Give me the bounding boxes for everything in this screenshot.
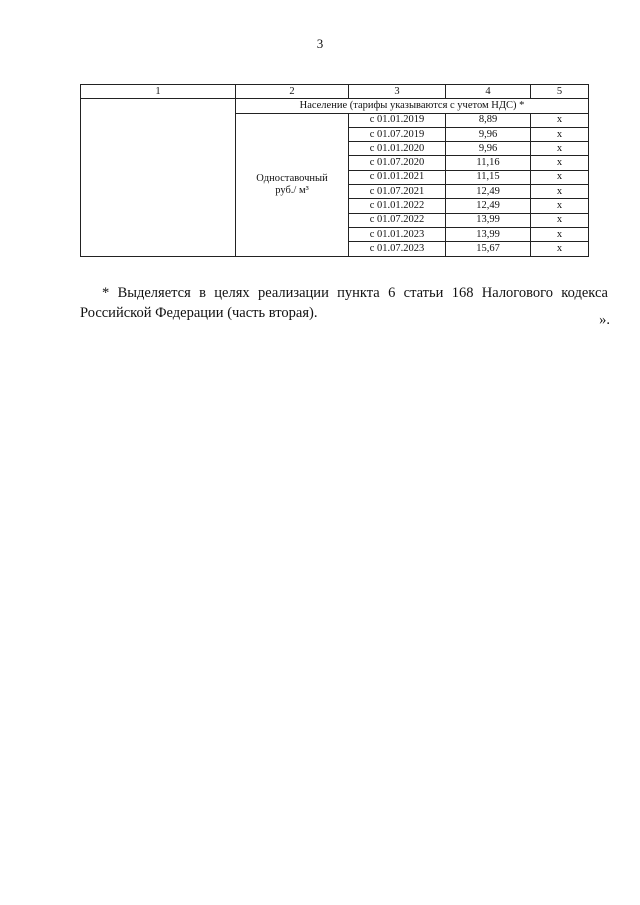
value-cell: 9,96 (446, 142, 531, 156)
value-cell: 11,16 (446, 156, 531, 170)
col5-cell: x (531, 185, 589, 199)
column-header-1: 1 (81, 85, 236, 99)
tariff-table (80, 84, 589, 257)
period-cell: с 01.07.2022 (349, 213, 446, 227)
footnote: * Выделяется в целях реализации пункта 6 статьи 168 Налогового кодекса Российской Федерации (часть вторая). (80, 284, 608, 321)
value-cell: 11,15 (446, 170, 531, 184)
period-cell: с 01.07.2023 (349, 242, 446, 256)
group-title-row (81, 99, 589, 113)
period-cell: с 01.01.2023 (349, 227, 446, 241)
col5-cell: x (531, 199, 589, 213)
col5-cell: x (531, 142, 589, 156)
period-cell: с 01.07.2021 (349, 185, 446, 199)
col5-cell: x (531, 156, 589, 170)
tariff-type: Одноставочный (256, 172, 328, 184)
col5-cell: x (531, 113, 589, 127)
value-cell: 8,89 (446, 113, 531, 127)
period-cell: с 01.01.2021 (349, 170, 446, 184)
table-header-row (81, 85, 589, 99)
col5-cell: x (531, 127, 589, 141)
value-cell: 9,96 (446, 127, 531, 141)
column-header-5: 5 (531, 85, 589, 99)
group-title: Население (тарифы указываются с учетом НДС) * (236, 99, 589, 113)
closing-quote: ». (599, 312, 610, 328)
column-header-2: 2 (236, 85, 349, 99)
column-1-blank-cell (81, 99, 236, 256)
period-cell: с 01.07.2019 (349, 127, 446, 141)
col5-cell: x (531, 213, 589, 227)
period-cell: с 01.01.2022 (349, 199, 446, 213)
tariff-unit: руб./ м³ (275, 184, 309, 196)
value-cell: 12,49 (446, 185, 531, 199)
period-cell: с 01.01.2020 (349, 142, 446, 156)
column-header-4: 4 (446, 85, 531, 99)
col5-cell: x (531, 242, 589, 256)
period-cell: с 01.07.2020 (349, 156, 446, 170)
column-header-3: 3 (349, 85, 446, 99)
value-cell: 12,49 (446, 199, 531, 213)
tariff-type-cell (236, 113, 349, 256)
value-cell: 13,99 (446, 213, 531, 227)
col5-cell: x (531, 227, 589, 241)
value-cell: 13,99 (446, 227, 531, 241)
period-cell: с 01.01.2019 (349, 113, 446, 127)
value-cell: 15,67 (446, 242, 531, 256)
col5-cell: x (531, 170, 589, 184)
page-number: 3 (316, 36, 324, 51)
